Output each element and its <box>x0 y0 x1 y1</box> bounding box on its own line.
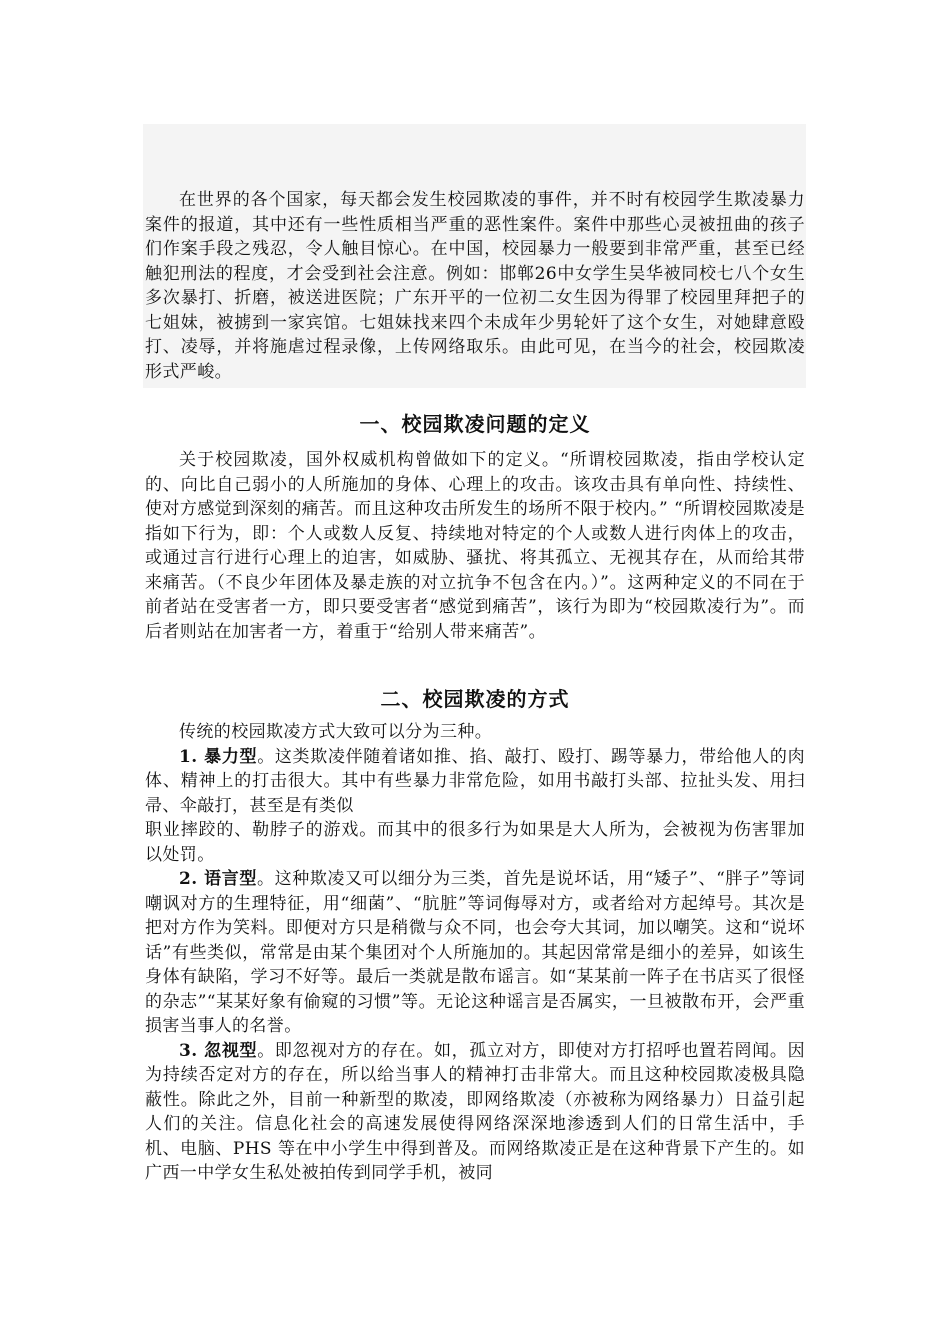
section2-body <box>145 720 805 1186</box>
section2-intro: 传统的校园欺凌方式大致可以分为三种。 <box>179 722 493 742</box>
section1-body <box>145 448 805 644</box>
section1-heading: 一、校园欺凌问题的定义 <box>359 412 591 436</box>
item3-text: 。即忽视对方的存在。如，孤立对方，即使对方打招呼也置若罔闻。因为持续否定对方的存在，所以给当事人的精神打击非常大。而且这种校园欺凌极具隐蔽性。除此之外，目前一种新型的欺凌，即网络欺凌（亦被称为网络暴力）日益引起人们的关注。信息化社会的高速发展使得网络深深地渗透到人们的日常生活中，手机、电脑、PHS 等在中小学生中得到普及。而网络欺凌正是在这种背景下产生的。如广西一中学女生私处被拍传到同学手机，被同 <box>145 1040 805 1183</box>
item1-continued: 职业摔跤的、勒脖子的游戏。而其中的很多行为如果是大人所为，会被视为伤害罪加以处罚。 <box>145 820 805 865</box>
section2-heading: 二、校园欺凌的方式 <box>380 687 570 711</box>
item2-paragraph <box>145 867 805 1039</box>
section2 <box>145 683 805 712</box>
item2-lead: 2. 语言型 <box>179 869 257 889</box>
item3-paragraph <box>145 1039 805 1186</box>
item1-text-a: 。这类欺凌伴随着诸如推、掐、敲打、殴打、踢等暴力，带给他人的肉体、精神上的打击很大。其中有些暴力非常危险，如用书敲打头部、拉扯头发、用扫帚、伞敲打，甚至是有类似 <box>145 746 805 816</box>
intro-paragraph: 在世界的各个国家，每天都会发生校园欺凌的事件，并不时有校园学生欺凌暴力案件的报道，其中还有一些性质相当严重的恶性案件。案件中那些心灵被扭曲的孩子们作案手段之残忍，令人触目惊心。在中国，校园暴力一般要到非常严重，甚至已经触犯刑法的程度，才会受到社会注意。例如：邯郸26中女学生吴华被同校七八个女生多次暴打、折磨，被送进医院；广东开平的一位初二女生因为得罪了校园里拜把子的七姐妹，被掳到一家宾馆。七姐妹找来四个未成年少男轮奸了这个女生，对她肆意殴打、凌辱，并将施虐过程录像，上传网络取乐。由此可见，在当今的社会，校园欺凌形式严峻。 <box>145 190 805 382</box>
item1-lead: 1. 暴力型 <box>179 746 258 767</box>
item2-text: 。这种欺凌又可以细分为三类，首先是说坏话，用“矮子”、“胖子”等词嘲讽对方的生理特征，用“细菌”、“肮脏”等词侮辱对方，或者给对方起绰号。其次是把对方作为笑料。即便对方只是稍微与众不同，也会夸大其词，加以嘲笑。这和“说坏话”有些类似，常常是由某个集团对个人所施加的。其起因常常是细小的差异，如该生身体有缺陷，学习不好等。最后一类就是散布谣言。如“某某前一阵子在书店买了很怪的杂志”“某某好象有偷窥的习惯”等。无论这种谣言是否属实，一旦被散布开，会严重损害当事人的名誉。 <box>145 869 805 1036</box>
intro-section <box>145 188 805 384</box>
item1-paragraph <box>145 745 805 819</box>
section1-paragraph: 关于校园欺凌，国外权威机构曾做如下的定义。“所谓校园欺凌，指由学校认定的、向比自己弱小的人所施加的身体、心理上的攻击。该攻击具有单向性、持续性、使对方感觉到深刻的痛苦。而且这种攻击所发生的场所不限于校内。” “所谓校园欺凌是指如下行为，即：个人或数人反复、持续地对特定的个人或数人进行肉体上的攻击，或通过言行进行心理上的迫害，如威胁、骚扰、将其孤立、无视其存在，从而给其带来痛苦。（不良少年团体及暴走族的对立抗争不包含在内。）”。这两种定义的不同在于前者站在受害者一方，即只要受害者“感觉到痛苦”，该行为即为“校园欺凌行为”。而后者则站在加害者一方，着重于“给别人带来痛苦”。 <box>145 450 805 642</box>
item3-lead: 3. 忽视型 <box>179 1040 258 1061</box>
section1 <box>145 408 805 437</box>
